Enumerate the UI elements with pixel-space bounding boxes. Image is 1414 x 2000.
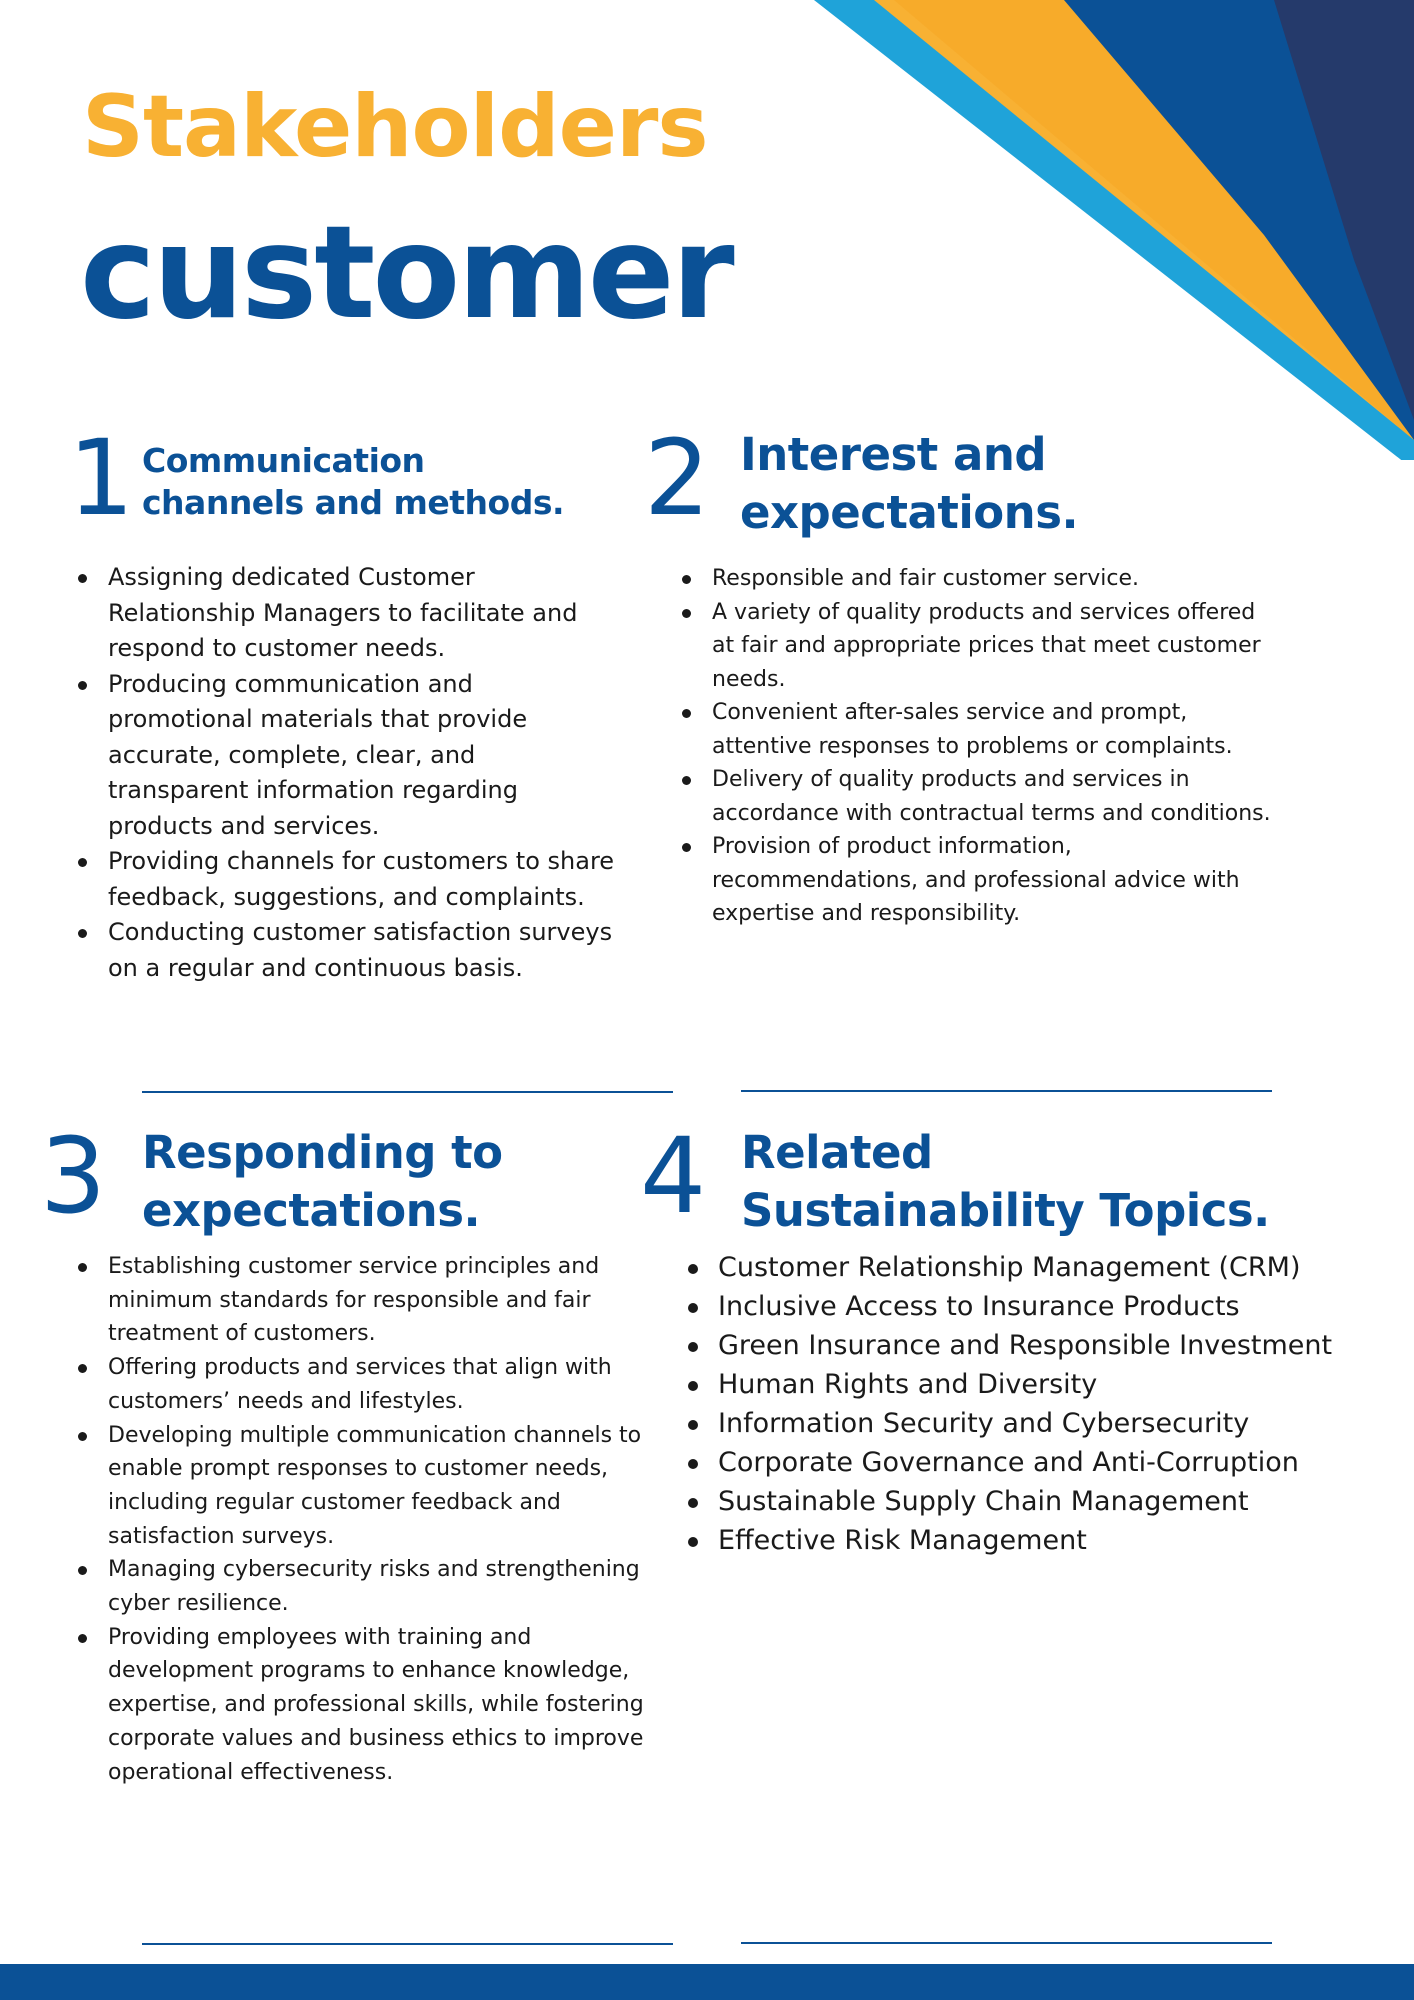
bullet-list xyxy=(686,1248,1366,1560)
list-item: Corporate Governance and Anti-Corruption xyxy=(686,1443,1366,1482)
page-kicker: Stakeholders xyxy=(82,77,708,177)
section-number: 3 xyxy=(40,1115,107,1237)
list-item: Green Insurance and Responsible Investment xyxy=(686,1326,1366,1365)
bullet-list xyxy=(680,562,1280,931)
list-item: Delivery of quality products and services in accordance with contractual terms and conditions. xyxy=(680,763,1280,830)
corner-stripes-graphic xyxy=(714,0,1414,460)
list-item: Convenient after-sales service and prompt, attentive responses to problems or complaints. xyxy=(680,696,1280,763)
list-item: Developing multiple communication channels to enable prompt responses to customer needs, including regular customer feedback and satisfaction surveys. xyxy=(76,1419,676,1554)
section-heading-line: Responding to xyxy=(142,1126,503,1179)
section-divider xyxy=(741,1090,1272,1092)
list-item: Establishing customer service principles and minimum standards for responsible and fair treatment of customers. xyxy=(76,1250,676,1351)
list-item: Producing communication and promotional materials that provide accurate, complete, clear, and transparent information regarding products and services. xyxy=(76,667,616,845)
section-heading-line: Sustainability Topics. xyxy=(741,1184,1270,1237)
bullet-list xyxy=(76,560,616,986)
list-item: Providing channels for customers to share feedback, suggestions, and complaints. xyxy=(76,844,616,915)
section-interest-expectations xyxy=(644,417,1334,986)
section-divider xyxy=(741,1942,1272,1944)
section-number: 4 xyxy=(640,1115,707,1237)
section-heading-line: Interest and xyxy=(740,428,1047,481)
list-item: Providing employees with training and development programs to enhance knowledge, expertise, and professional skills, while fostering corporate values and business ethics to improve operational effectiveness. xyxy=(76,1621,676,1790)
section-divider xyxy=(142,1091,673,1093)
section-heading-line: channels and methods. xyxy=(142,483,565,522)
section-number: 2 xyxy=(644,417,711,539)
section-heading xyxy=(142,440,564,524)
list-item: Provision of product information, recommendations, and professional advice with expertise and responsibility. xyxy=(680,830,1280,931)
section-heading xyxy=(142,1124,503,1240)
section-responding-expectations xyxy=(40,1115,660,1884)
section-heading-line: Communication xyxy=(142,441,425,480)
list-item: Sustainable Supply Chain Management xyxy=(686,1482,1366,1521)
section-heading-line: expectations. xyxy=(142,1184,481,1237)
section-divider xyxy=(142,1943,673,1945)
list-item: Responsible and fair customer service. xyxy=(680,562,1280,596)
section-heading xyxy=(741,1124,1270,1240)
list-item: Managing cybersecurity risks and strengthening cyber resilience. xyxy=(76,1553,676,1620)
list-item: Inclusive Access to Insurance Products xyxy=(686,1287,1366,1326)
list-item: Offering products and services that align with customers’ needs and lifestyles. xyxy=(76,1351,676,1418)
list-item: Effective Risk Management xyxy=(686,1521,1366,1560)
bullet-list xyxy=(76,1250,676,1789)
footer-bar xyxy=(0,1964,1414,2000)
page-title: customer xyxy=(80,199,732,348)
list-item: Customer Relationship Management (CRM) xyxy=(686,1248,1366,1287)
section-number: 1 xyxy=(68,417,135,539)
list-item: Conducting customer satisfaction surveys on a regular and continuous basis. xyxy=(76,915,616,986)
list-item: Information Security and Cybersecurity xyxy=(686,1404,1366,1443)
corner-decoration xyxy=(714,0,1414,460)
section-related-sustainability-topics xyxy=(640,1115,1380,1644)
section-communication-channels xyxy=(68,417,628,1066)
section-heading-line: Related xyxy=(741,1126,933,1179)
list-item: Assigning dedicated Customer Relationship Managers to facilitate and respond to customer needs. xyxy=(76,560,616,667)
section-heading xyxy=(740,426,1078,542)
section-heading-line: expectations. xyxy=(740,486,1079,539)
list-item: A variety of quality products and services offered at fair and appropriate prices that meet customer needs. xyxy=(680,596,1280,697)
list-item: Human Rights and Diversity xyxy=(686,1365,1366,1404)
